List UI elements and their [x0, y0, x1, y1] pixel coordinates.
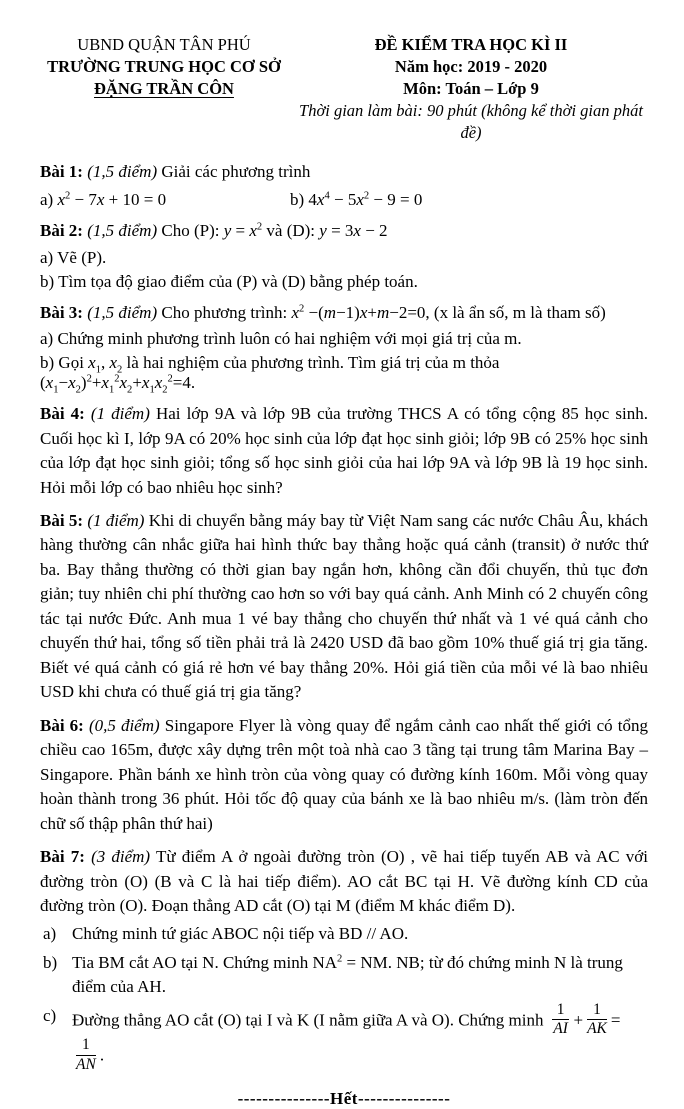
equation-1a-marker: a): [40, 190, 54, 210]
problem-5: [40, 509, 648, 705]
problem-6-label: Bài 6:: [40, 715, 84, 735]
problem-1-heading: [40, 160, 648, 184]
problem-6-body: Singapore Flyer là vòng quay để ngắm cảnh cao nhất thế giới có tổng chiều cao 165m, được xây dựng trên một toà nhà cao 3 tầng tại trung tâm Marina Bay – Singapore. Phần bánh xe hình tròn của vòng quay có đường kính 160m. Mỗi vòng quay hoàn thành trong 36 phút. Hỏi tốc độ quay của bánh xe là bao nhiêu m/s. (làm tròn đến chữ số thập phân thứ hai): [40, 715, 648, 833]
problem-1-intro: Giải các phương trình: [161, 161, 311, 181]
school-type: TRƯỜNG TRUNG HỌC CƠ SỞ: [47, 56, 281, 76]
problem-4-body: Hai lớp 9A và lớp 9B của trường THCS A có tổng cộng 85 học sinh. Cuối học kì I, lớp 9A có 20% học sinh của lớp đạt học sinh giỏi; lớp 9B có 25% học sinh của lớp đạt học sinh giỏi; tổng số học sinh giỏi của hai lớp 9A và lớp 9B là 19 học sinh. Hỏi mỗi lớp có bao nhiêu học sinh?: [40, 404, 649, 497]
problem-4-label: Bài 4:: [40, 404, 85, 424]
fraction-2-denominator: AK: [587, 1020, 607, 1038]
problem-7-body: Từ điểm A ở ngoài đường tròn (O) , vẽ hai tiếp tuyến AB và AC với đường tròn (O) (B và C là hai tiếp điểm). AO cắt BC tại H. Vẽ đường kính CD của đường tròn (O). Đoạn thẳng AD cắt (O) tại M (điểm M khác điểm D).: [40, 847, 648, 915]
problem-7-part-c-sentence: Đường thẳng AO cắt (O) tại I và K (I nằm giữa A và O). Chứng minh: [72, 1010, 544, 1030]
org-name: UBND QUẬN TÂN PHÚ: [77, 35, 251, 54]
problem-5-points: (1 điểm): [87, 510, 145, 530]
equation-1b-marker: b): [290, 190, 305, 210]
problem-6: [40, 714, 648, 836]
fraction-1-over-AK: [587, 1002, 607, 1038]
problem-7-points: (3 điểm): [91, 847, 151, 867]
problem-7-part-a-marker: a): [43, 924, 57, 944]
equation-1a-formula: $x^2 - 7x + 10 = 0$: [57, 190, 167, 210]
equals-sign: =: [610, 1010, 621, 1030]
problem-7-part-a-text: Chứng minh tứ giác ABOC nội tiếp và BD // AO.: [72, 924, 409, 944]
problem-7-part-c: [40, 1000, 648, 1075]
school-year: Năm học: 2019 - 2020: [394, 56, 548, 76]
problem-1-points: (1,5 điểm): [87, 161, 158, 181]
plus-operator: +: [573, 1010, 584, 1030]
problem-7-label: Bài 7:: [40, 847, 85, 867]
problem-1-label: Bài 1:: [40, 161, 83, 181]
problem-3-label: Bài 3:: [40, 302, 83, 322]
header-exam-block: [288, 34, 648, 144]
fraction-1-over-AN: [76, 1037, 96, 1073]
equation-1a: [40, 190, 290, 210]
problem-7-part-b-text: Tia BM cắt AO tại N. Chứng minh $NA^2$ = NM. NB; từ đó chứng minh N là trung điểm của AH.: [72, 952, 623, 997]
problem-7-part-b-marker: b): [43, 952, 58, 972]
problem-7-part-b: [40, 951, 648, 1000]
fraction-3-numerator: 1: [76, 1037, 96, 1055]
problem-2: [40, 219, 648, 291]
problem-3-part-a: a) Chứng minh phương trình luôn có hai nghiệm với mọi giá trị của m.: [40, 329, 522, 349]
fraction-1-numerator: 1: [552, 1002, 570, 1020]
problem-3-part-b: b) Gọi $x_1$, $x_2$ là hai nghiệm của phương trình. Tìm giá trị của m thỏa $(x_1-x_2)^2+x_1^2x_2+x_1x_2^2=4$.: [40, 353, 500, 396]
problem-2-points: (1,5 điểm): [87, 221, 158, 241]
problem-5-body: Khi di chuyển bằng máy bay từ Việt Nam sang các nước Châu Âu, khách hàng thường cân nhắc giữa hai hình thức bay thẳng hoặc quá cảnh (transit) ở nước thứ ba. Bay thẳng thường có thời gian bay ngắn hơn, không cần đổi chuyến, thủ tục đơn giản; tuy nhiên chi phí thường cao hơn so với bay quá cảnh. Anh Minh có 2 chuyến công tác tại nước Đức. Anh mua 1 vé bay thẳng cho chuyến thứ nhất và 1 vé quá cảnh cho chuyến thứ hai, tổng số tiền phải trả là 2420 USD đã bao gồm 10% thuế giá trị gia tăng. Biết vé quá cảnh có giá rẻ hơn vé bay thẳng 20%. Hỏi giá tiền của mỗi vé là bao nhiêu USD khi chưa có thuế giá trị gia tăng?: [40, 510, 648, 702]
problem-3-heading: [40, 301, 648, 325]
problem-2-intro: Cho (P): $y = x^2$ và (D): y = 3x − 2: [161, 221, 388, 241]
fraction-2-numerator: 1: [587, 1002, 607, 1020]
problem-7-part-a: [40, 922, 648, 946]
problems-list: [40, 160, 648, 1109]
exam-title: ĐỀ KIỂM TRA HỌC KÌ II: [374, 35, 568, 54]
page-header: [40, 34, 648, 144]
equation-1b-formula: $4x^4 - 5x^2 - 9 = 0$: [308, 190, 423, 210]
subject-grade: Môn: Toán – Lớp 9: [403, 78, 539, 98]
problem-1: [40, 160, 648, 210]
sentence-period: .: [99, 1046, 105, 1066]
problem-4: [40, 402, 648, 500]
problem-4-points: (1 điểm): [90, 404, 150, 424]
problem-7-part-c-text: [72, 1000, 648, 1075]
problem-1-equations: [40, 190, 648, 210]
header-school-block: [40, 34, 288, 144]
problem-3-points: (1,5 điểm): [87, 302, 158, 322]
end-marker: ---------------Hết---------------: [237, 1088, 451, 1108]
problem-2-part-b: b) Tìm tọa độ giao điểm của (P) và (D) bằng phép toán.: [40, 271, 418, 291]
problem-3: [40, 301, 648, 396]
problem-7-part-c-marker: c): [43, 1005, 57, 1025]
problem-2-part-a: a) Vẽ (P).: [40, 247, 107, 267]
problem-3-intro: Cho phương trình: $x^2 -(m-1)x+m-2=0$, (x là ẩn số, m là tham số): [161, 302, 606, 322]
problem-6-points: (0,5 điểm): [88, 715, 160, 735]
school-name: ĐẶNG TRẦN CÔN: [94, 78, 234, 98]
problem-2-heading: [40, 219, 648, 243]
problem-7: [40, 845, 648, 918]
fraction-1-denominator: AI: [553, 1020, 568, 1038]
problem-5-label: Bài 5:: [40, 510, 84, 530]
problem-2-label: Bài 2:: [40, 221, 83, 241]
fraction-1-over-AI: [552, 1002, 570, 1038]
equation-1b: [290, 190, 422, 210]
fraction-3-denominator: AN: [76, 1055, 96, 1073]
exam-duration: Thời gian làm bài: 90 phút (không kể thời gian phát đề): [299, 100, 643, 142]
